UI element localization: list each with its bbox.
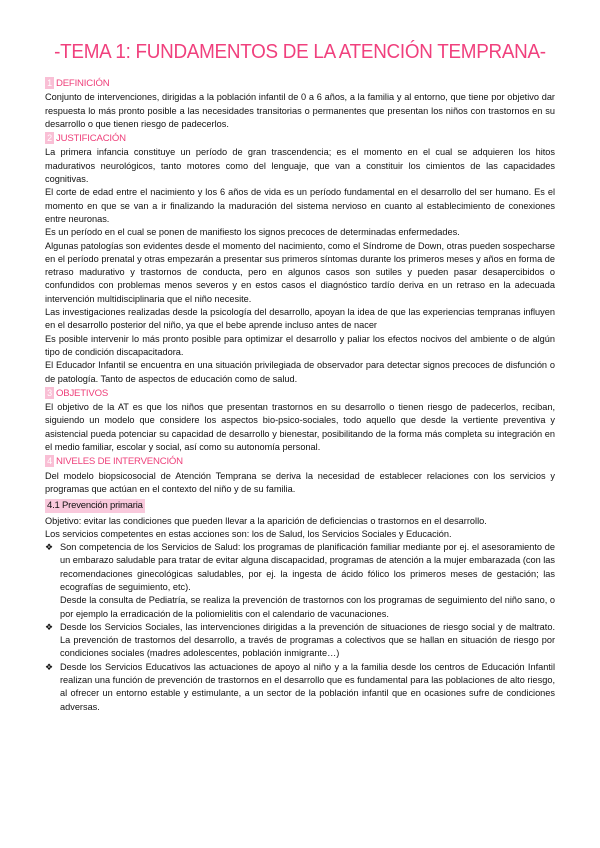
diamond-bullet-icon: ❖: [45, 661, 54, 672]
list-item: [45, 621, 555, 661]
diamond-bullet-icon: ❖: [45, 621, 54, 632]
subsection-heading-prevencion-primaria: 4.1 Prevención primaria: [47, 500, 143, 512]
list-item-text: Son competencia de los Servicios de Salud: los programas de planificación familiar mediante por ej. el asesoramiento de un embarazo saludable para tratar de evitar alguna discapacidad, programas de atención a la mujer embarazada (con las recomendaciones ginecológicas saludables, por ej. la ingesta de ácido fólico los primeros meses de gestación; las ecografías de seguimiento, etc).: [60, 542, 555, 592]
paragraph: Objetivo: evitar las condiciones que pueden llevar a la aparición de deficiencias o trastornos en el desarrollo.: [45, 515, 487, 526]
paragraph: Los servicios competentes en estas acciones son: los de Salud, los Servicios Sociales y Educación.: [45, 528, 452, 539]
paragraph: Conjunto de intervenciones, dirigidas a la población infantil de 0 a 6 años, a la familia y al entorno, que tiene por objetivo dar respuesta lo más pronto posible a las necesidades transitorias o permanentes que presentan los niños con trastornos en su desarrollo o que tienen riesgo de padecerlos.: [45, 92, 555, 129]
list-item: [45, 541, 555, 621]
paragraph: Es posible intervenir lo más pronto posible para optimizar el desarrollo y paliar los efectos nocivos del ambiente o de algún tipo de condición discapacitadora.: [45, 333, 555, 357]
paragraph: Del modelo biopsicosocial de Atención Temprana se deriva la necesidad de establecer relaciones con los servicios y programas que actúan en el contexto del niño y de su familia.: [45, 470, 555, 494]
document-body: [45, 76, 555, 714]
section-number-badge: 3: [45, 387, 54, 399]
document-title: -TEMA 1: FUNDAMENTOS DE LA ATENCIÓN TEMPRANA-: [54, 40, 546, 63]
list-item-extra-text: Desde la consulta de Pediatría, se realiza la prevención de trastornos con los programas de seguimiento del niño sano, o por ejemplo la erradicación de la poliomielitis con el calendario de vacunaciones.: [60, 595, 555, 619]
diamond-bullet-icon: ❖: [45, 542, 54, 553]
section-heading-niveles: [45, 455, 555, 468]
section-heading-text: DEFINICIÓN: [56, 78, 110, 89]
section-heading-text: OBJETIVOS: [56, 387, 109, 399]
section-number-badge: 1: [45, 77, 54, 89]
paragraph: El Educador Infantil se encuentra en una situación privilegiada de observador para detectar signos precoces de disfunción o de patología. Tanto de aspectos de educación como de salud.: [45, 360, 555, 384]
paragraph: La primera infancia constituye un período de gran trascendencia; es el momento en el cual se adquieren los hitos madurativos neurológicos, tanto motores como del lenguaje, que van a constituir los cimientos de las capacidades cognitivas.: [45, 147, 555, 185]
paragraph: Algunas patologías son evidentes desde el momento del nacimiento, como el Síndrome de Down, otras pueden sospecharse en el período prenatal y otras empezarán a presentar sus primeros síntomas durante los primeros meses y años en forma de retraso madurativo y trastornos de conducta, pero en algunos casos son sutiles y pueden pasar desapercibidos o confundidos con problemas menos severos y en estos casos el diagnóstico tardío deriva en un retraso en la adecuada intervención multidisciplinaria que el niño necesite.: [45, 240, 555, 304]
section-heading-definicion: [45, 77, 555, 90]
section-number-badge: 4: [45, 455, 54, 467]
paragraph: Las investigaciones realizadas desde la psicología del desarrollo, apoyan la idea de que las experiencias tempranas influyen en el desarrollo posterior del niño, ya que el bebe aprende incluso antes de nacer: [45, 307, 555, 331]
bullet-list: [45, 541, 555, 714]
list-item-text: Desde los Servicios Educativos las actuaciones de apoyo al niño y a la familia desde los centros de Educación Infantil realizan una función de prevención de trastornos en el desarrollo que es fundamental para las poblaciones de alto riesgo, al ofrecer un entorno estable y estimulante, a un sector de la población infantil que en ocasiones sufre de condiciones adversas.: [60, 661, 555, 712]
paragraph: El objetivo de la AT es que los niños que presentan trastornos en su desarrollo o tienen riesgo de padecerlos, reciban, siguiendo un modelo que considere los aspectos bio-psico-sociales, todo aquello que desde la vertiente preventiva y asistencial pueda potenciar su capacidad de desarrollo y bienestar, posibilitando de la forma más completa su integración en el medio familiar, escolar y social, así como su autonomía personal.: [45, 402, 555, 453]
section-heading-justificacion: [45, 132, 555, 145]
section-heading-text: JUSTIFICACIÓN: [56, 133, 126, 145]
section-number-badge: 2: [45, 132, 54, 144]
section-heading-objetivos: [45, 387, 555, 400]
section-heading-text: NIVELES DE INTERVENCIÓN: [56, 456, 183, 468]
list-item-text: Desde los Servicios Sociales, las intervenciones dirigidas a la prevención de situaciones de riesgo social y de maltrato. La prevención de trastornos del desarrollo, a través de programas a colectivos que se hallan en situación de riesgo por condiciones sociales (madres adolescentes, población inmigrante…): [60, 621, 555, 659]
paragraph: El corte de edad entre el nacimiento y los 6 años de vida es un período fundamental en el desarrollo del ser humano. Es el momento en que se van a ir finalizando la maduración del sistema nervioso en cuanto al establecimiento de conexiones entre neuronas.: [45, 187, 555, 224]
list-item: [45, 661, 555, 714]
paragraph: Es un período en el cual se ponen de manifiesto los signos precoces de determinadas enfermedades.: [45, 227, 460, 238]
